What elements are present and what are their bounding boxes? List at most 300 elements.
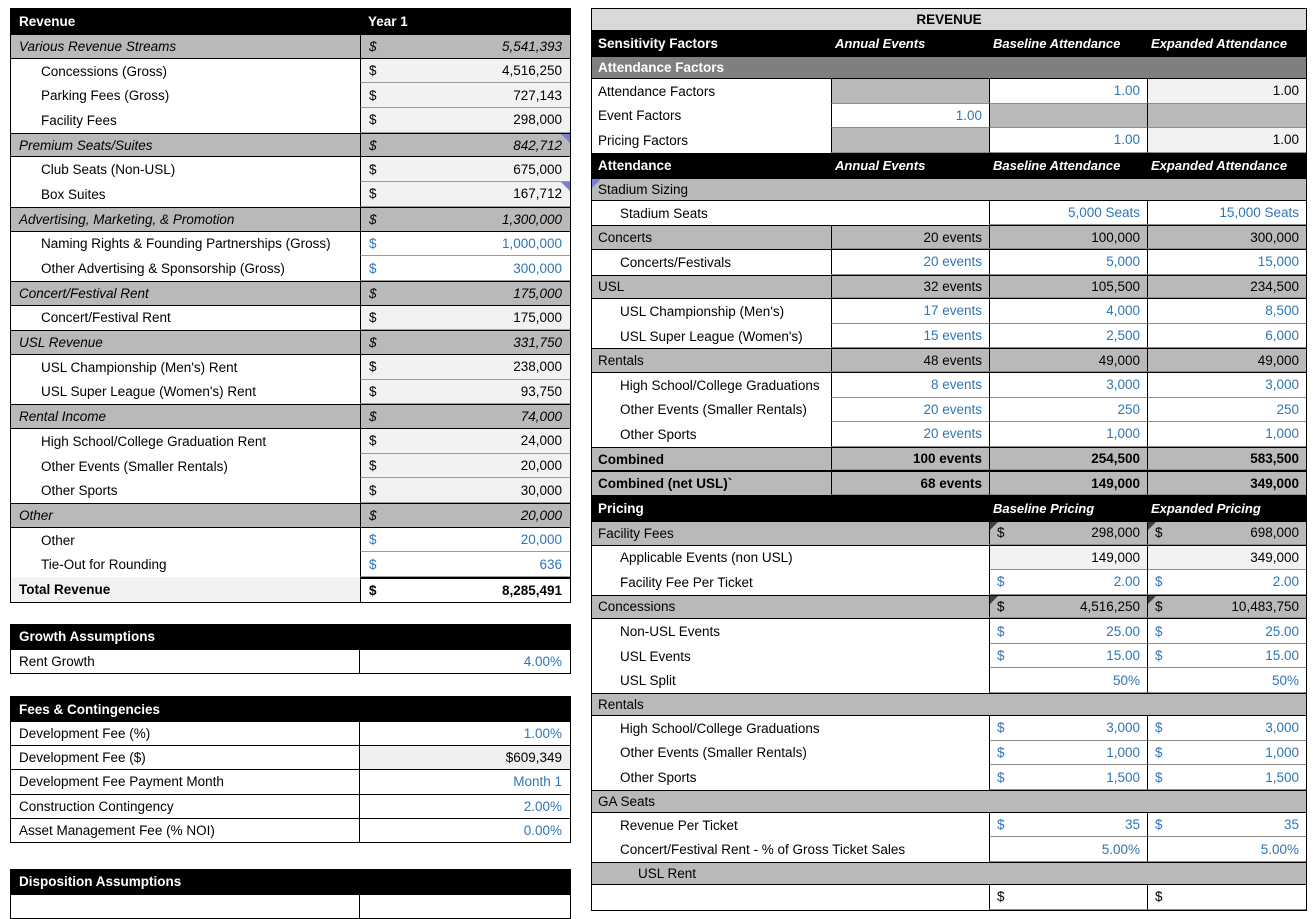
cell-value[interactable] <box>989 668 1147 693</box>
currency-symbol: $ <box>369 482 377 498</box>
group-row <box>592 595 1306 620</box>
row-label[interactable]: Development Fee Payment Month <box>11 770 360 793</box>
amount: 1,000 <box>1106 426 1140 442</box>
currency-symbol: $ <box>1155 648 1163 664</box>
row-label[interactable]: USL Events <box>592 644 989 669</box>
amount: 35 <box>1124 817 1140 833</box>
row-label[interactable]: Box Suites <box>11 182 360 207</box>
row-label[interactable]: USL Super League (Women's) <box>592 324 831 349</box>
cell-value[interactable] <box>989 472 1147 495</box>
cell-value[interactable] <box>831 299 989 324</box>
cell-value[interactable] <box>360 282 570 305</box>
section-header[interactable]: Fees & Contingencies <box>11 697 570 721</box>
amount: 100,000 <box>1091 229 1140 245</box>
cell-value[interactable] <box>989 128 1147 153</box>
revenue-row <box>11 281 570 306</box>
row-label[interactable]: High School/College Graduation Rent <box>11 429 360 454</box>
cell-value[interactable] <box>360 552 570 577</box>
cell-value[interactable] <box>1147 644 1306 669</box>
row-label[interactable]: Facility Fee Per Ticket <box>592 570 989 595</box>
amount: 298,000 <box>1091 525 1140 541</box>
row-label[interactable]: USL Super League (Women's) Rent <box>11 380 360 405</box>
currency-symbol: $ <box>369 137 377 153</box>
cell-value[interactable] <box>831 472 989 495</box>
amount: 250 <box>1276 401 1299 417</box>
row-label[interactable]: Event Factors <box>592 104 831 129</box>
amount: 8 events <box>930 377 982 393</box>
cell-value[interactable] <box>1147 619 1306 644</box>
row-label[interactable]: Non-USL Events <box>592 619 989 644</box>
row-label[interactable]: Concessions (Gross) <box>11 59 360 84</box>
cell-value[interactable]: 0.00% <box>360 819 570 842</box>
cell-value[interactable] <box>360 182 570 207</box>
amount: 1,000 <box>1265 426 1299 442</box>
amount: 4,516,250 <box>501 63 562 79</box>
row-label[interactable]: Total Revenue <box>11 577 360 602</box>
revenue-row <box>11 59 570 84</box>
assumption-row <box>11 649 570 673</box>
data-row <box>592 398 1306 423</box>
row-label[interactable]: Other Sports <box>592 765 989 790</box>
cell-value[interactable] <box>831 448 989 471</box>
cell-value[interactable] <box>360 83 570 108</box>
row-label[interactable]: Concerts <box>592 226 831 249</box>
currency-symbol: $ <box>369 556 377 572</box>
row-label[interactable]: High School/College Graduations <box>592 373 831 398</box>
currency-symbol: $ <box>369 260 377 276</box>
row-label[interactable]: Combined (net USL)` <box>592 472 831 495</box>
cell-value[interactable] <box>1147 448 1306 471</box>
cell-value[interactable] <box>989 546 1147 571</box>
cell-value[interactable] <box>989 422 1147 447</box>
cell-value[interactable] <box>831 79 989 104</box>
cell-value[interactable] <box>1147 299 1306 324</box>
amount: 298,000 <box>513 112 562 128</box>
data-row <box>592 546 1306 571</box>
cell-value[interactable] <box>1147 596 1306 619</box>
cell-value[interactable] <box>989 398 1147 423</box>
cell-value[interactable] <box>989 570 1147 595</box>
cell-value[interactable] <box>1147 201 1306 226</box>
cell-value[interactable] <box>989 276 1147 299</box>
cell-value[interactable] <box>989 837 1147 862</box>
amount: 1.00 <box>1272 132 1299 148</box>
section-header[interactable]: Growth Assumptions <box>11 625 570 649</box>
revenue-header-label[interactable]: Revenue <box>19 14 76 29</box>
assumption-row <box>11 721 570 745</box>
cell-value[interactable] <box>360 429 570 454</box>
revenue-row <box>11 133 570 158</box>
cell-value[interactable] <box>989 813 1147 838</box>
cell-value[interactable] <box>1147 324 1306 349</box>
amount: 842,712 <box>513 137 562 153</box>
subsection-band[interactable] <box>592 862 1306 885</box>
cell-value[interactable] <box>989 741 1147 766</box>
group-row <box>592 471 1306 496</box>
row-label[interactable]: Concerts/Festivals <box>592 250 831 275</box>
amount: 25.00 <box>1106 623 1140 639</box>
group-row <box>592 348 1306 373</box>
amount: 250 <box>1117 401 1140 417</box>
data-row <box>592 813 1306 838</box>
comment-marker-icon <box>561 134 570 143</box>
currency-symbol: $ <box>369 161 377 177</box>
row-label[interactable]: Various Revenue Streams <box>19 38 177 54</box>
row-label[interactable]: Other <box>11 528 360 553</box>
block-disposition <box>10 869 571 919</box>
amount: 20,000 <box>520 532 562 548</box>
cell-value[interactable] <box>989 226 1147 249</box>
column-header: Baseline Attendance <box>993 157 1121 173</box>
column-header-row[interactable] <box>592 496 1306 521</box>
row-label[interactable]: Concessions <box>592 596 989 619</box>
row-label[interactable]: Other Sports <box>592 422 831 447</box>
cell-value[interactable] <box>360 35 570 58</box>
row-label[interactable]: Other Events (Smaller Rentals) <box>11 454 360 479</box>
amount: 49,000 <box>1098 352 1140 368</box>
cell-value[interactable] <box>360 232 570 257</box>
cell-value[interactable] <box>989 619 1147 644</box>
currency-symbol: $ <box>369 309 377 325</box>
cell-value[interactable] <box>1147 373 1306 398</box>
column-header: Annual Events <box>835 36 926 51</box>
group-row <box>592 225 1306 250</box>
year-1-column-header[interactable]: Year 1 <box>368 14 408 29</box>
amount: 15 events <box>923 328 982 344</box>
column-header: Baseline Pricing <box>993 500 1095 516</box>
band-label: Attendance Factors <box>598 60 725 75</box>
currency-symbol: $ <box>997 720 1005 736</box>
revenue-row <box>11 355 570 380</box>
row-label[interactable]: Other Advertising & Sponsorship (Gross) <box>11 256 360 281</box>
row-label[interactable]: Other Events (Smaller Rentals) <box>592 398 831 423</box>
amount: 1.00 <box>1113 83 1140 99</box>
cell-value[interactable] <box>989 644 1147 669</box>
amount: 5,000 <box>1106 254 1140 270</box>
row-label[interactable] <box>11 895 360 918</box>
data-row <box>592 104 1306 129</box>
cell-value[interactable] <box>360 208 570 231</box>
amount: 3,000 <box>1265 720 1299 736</box>
data-row <box>592 765 1306 790</box>
column-header: Expanded Attendance <box>1151 36 1288 51</box>
cell-value[interactable] <box>831 373 989 398</box>
revenue-row <box>11 552 570 577</box>
amount: 175,000 <box>513 309 562 325</box>
cell-value[interactable] <box>1147 250 1306 275</box>
cell-value[interactable] <box>831 104 989 129</box>
cell-value[interactable] <box>831 276 989 299</box>
cell-value[interactable] <box>360 577 570 602</box>
group-row <box>592 521 1306 546</box>
data-row <box>592 885 1306 910</box>
amount: 300,000 <box>513 260 562 276</box>
cell-value[interactable] <box>360 157 570 182</box>
cell-value[interactable] <box>360 405 570 428</box>
amount: 583,500 <box>1250 451 1299 467</box>
cell-value[interactable] <box>360 134 570 157</box>
revenue-row <box>11 182 570 207</box>
amount: 1,300,000 <box>501 211 562 227</box>
row-label[interactable]: Club Seats (Non-USL) <box>11 157 360 182</box>
currency-symbol: $ <box>1155 817 1163 833</box>
column-header-row[interactable] <box>592 31 1306 56</box>
cell-value[interactable] <box>1147 522 1306 545</box>
cell-value[interactable] <box>989 299 1147 324</box>
row-label[interactable] <box>592 885 989 910</box>
row-label[interactable]: Rentals <box>592 349 831 372</box>
amount: 349,000 <box>1250 549 1299 565</box>
cell-value[interactable] <box>989 885 1147 910</box>
cell-value[interactable]: 4.00% <box>360 650 570 673</box>
cell-value[interactable] <box>360 504 570 527</box>
assumption-row <box>11 894 570 918</box>
row-label[interactable]: Facility Fees <box>11 108 360 133</box>
cell-value[interactable] <box>1147 104 1306 129</box>
subsection-band[interactable] <box>592 790 1306 813</box>
amount: 3,000 <box>1265 377 1299 393</box>
comment-marker-icon <box>592 179 601 188</box>
data-row <box>592 716 1306 741</box>
column-header-row[interactable] <box>592 153 1306 178</box>
amount: 20 events <box>923 401 982 417</box>
cell-value[interactable] <box>1147 885 1306 910</box>
row-label[interactable]: USL Revenue <box>19 335 103 351</box>
data-row <box>592 324 1306 349</box>
assumption-row <box>11 794 570 818</box>
cell-value[interactable] <box>1147 813 1306 838</box>
row-label[interactable]: Advertising, Marketing, & Promotion <box>19 211 235 227</box>
cell-value[interactable] <box>1147 837 1306 862</box>
row-label[interactable]: Other <box>19 507 53 523</box>
currency-symbol: $ <box>1155 720 1163 736</box>
left-panel <box>10 8 571 919</box>
revenue-row <box>11 157 570 182</box>
cell-value[interactable] <box>1147 668 1306 693</box>
cell-value[interactable] <box>989 250 1147 275</box>
amount: 727,143 <box>513 87 562 103</box>
amount: 238,000 <box>513 359 562 375</box>
row-label[interactable]: Other Events (Smaller Rentals) <box>592 741 989 766</box>
cell-value[interactable] <box>360 380 570 405</box>
subsection-band[interactable] <box>592 693 1306 716</box>
cell-value[interactable] <box>360 108 570 133</box>
row-label[interactable]: Tie-Out for Rounding <box>11 552 360 577</box>
amount: 20 events <box>923 254 982 270</box>
row-label[interactable]: Applicable Events (non USL) <box>592 546 989 571</box>
data-row <box>592 837 1306 862</box>
subsection-band[interactable] <box>592 56 1306 79</box>
cell-value[interactable]: Month 1 <box>360 770 570 793</box>
row-label[interactable]: USL Split <box>592 668 989 693</box>
revenue-row <box>11 83 570 108</box>
cell-value[interactable] <box>831 226 989 249</box>
cell-value[interactable] <box>989 79 1147 104</box>
row-label[interactable]: Rental Income <box>19 409 107 425</box>
cell-value[interactable] <box>989 716 1147 741</box>
currency-symbol: $ <box>369 582 377 598</box>
row-label[interactable]: Revenue Per Ticket <box>592 813 989 838</box>
amount: 636 <box>539 556 562 572</box>
cell-value[interactable] <box>1147 765 1306 790</box>
row-label[interactable]: USL <box>592 276 831 299</box>
cell-value[interactable] <box>1147 349 1306 372</box>
cell-value[interactable] <box>989 522 1147 545</box>
row-label[interactable]: High School/College Graduations <box>592 716 989 741</box>
currency-symbol: $ <box>997 525 1005 541</box>
cell-value[interactable] <box>360 528 570 553</box>
data-row <box>592 422 1306 447</box>
subsection-band[interactable] <box>592 178 1306 201</box>
cell-value[interactable] <box>1147 570 1306 595</box>
cell-value[interactable] <box>1147 546 1306 571</box>
amount: 15.00 <box>1106 648 1140 664</box>
data-row <box>592 373 1306 398</box>
amount: 2,500 <box>1106 328 1140 344</box>
currency-symbol: $ <box>369 285 377 301</box>
cell-value[interactable] <box>360 478 570 503</box>
cell-value[interactable] <box>360 306 570 331</box>
currency-symbol: $ <box>369 38 377 54</box>
cell-value[interactable]: 2.00% <box>360 795 570 818</box>
cell-value[interactable] <box>989 104 1147 129</box>
amount: 234,500 <box>1250 278 1299 294</box>
row-label[interactable]: USL Championship (Men's) <box>592 299 831 324</box>
cell-value[interactable] <box>360 331 570 354</box>
cell-value[interactable] <box>1147 472 1306 495</box>
amount: 10,483,750 <box>1231 598 1299 614</box>
cell-value[interactable] <box>360 59 570 84</box>
cell-value[interactable] <box>989 201 1147 226</box>
cell-value[interactable] <box>1147 398 1306 423</box>
amount: 5,000 Seats <box>1067 205 1140 221</box>
amount: 1,500 <box>1106 769 1140 785</box>
cell-value[interactable] <box>831 324 989 349</box>
cell-value[interactable] <box>989 596 1147 619</box>
amount: 105,500 <box>1091 278 1140 294</box>
revenue-row <box>11 330 570 355</box>
section-header[interactable]: Disposition Assumptions <box>11 870 570 894</box>
row-label[interactable]: Rent Growth <box>11 650 360 673</box>
amount: 48 events <box>923 352 982 368</box>
cell-value[interactable] <box>1147 276 1306 299</box>
row-label[interactable]: Development Fee (%) <box>11 722 360 745</box>
comment-marker-icon <box>561 182 570 191</box>
row-label[interactable]: Concert/Festival Rent <box>11 306 360 331</box>
cell-value[interactable] <box>360 355 570 380</box>
revenue-row <box>11 306 570 331</box>
amount: 4,516,250 <box>1079 598 1140 614</box>
amount: 68 events <box>920 475 982 491</box>
cell-value[interactable]: $609,349 <box>360 746 570 769</box>
currency-symbol: $ <box>369 409 377 425</box>
currency-symbol: $ <box>369 458 377 474</box>
amount: 5.00% <box>1260 841 1299 857</box>
cell-value[interactable] <box>989 324 1147 349</box>
revenue-table-header[interactable] <box>11 9 570 34</box>
row-label[interactable]: Facility Fees <box>592 522 989 545</box>
section-header-label: Sensitivity Factors <box>598 36 719 51</box>
amount: 331,750 <box>513 335 562 351</box>
row-label[interactable]: Development Fee ($) <box>11 746 360 769</box>
currency-symbol: $ <box>997 648 1005 664</box>
band-label: Rentals <box>598 697 644 713</box>
cell-value[interactable]: 1.00% <box>360 722 570 745</box>
row-label[interactable]: Stadium Seats <box>592 201 989 226</box>
column-header: Baseline Attendance <box>993 36 1121 51</box>
revenue-row <box>11 207 570 232</box>
amount: 254,500 <box>1091 451 1140 467</box>
cell-value[interactable] <box>989 373 1147 398</box>
revenue-row <box>11 577 570 602</box>
amount: 6,000 <box>1265 328 1299 344</box>
row-label[interactable]: Attendance Factors <box>592 79 831 104</box>
revenue-rows <box>11 34 570 602</box>
cell-value[interactable] <box>831 250 989 275</box>
amount: 93,750 <box>520 383 562 399</box>
cell-value[interactable] <box>989 765 1147 790</box>
row-label[interactable]: Concert/Festival Rent - % of Gross Ticket Sales <box>592 837 989 862</box>
cell-value[interactable] <box>360 454 570 479</box>
cell-value[interactable] <box>1147 716 1306 741</box>
row-label[interactable]: USL Championship (Men's) Rent <box>11 355 360 380</box>
band-label: GA Seats <box>598 793 656 809</box>
currency-symbol: $ <box>369 87 377 103</box>
currency-symbol: $ <box>369 532 377 548</box>
cell-value[interactable] <box>831 349 989 372</box>
assumption-row <box>11 769 570 793</box>
data-row <box>592 619 1306 644</box>
data-row <box>592 201 1306 226</box>
cell-value[interactable] <box>831 128 989 153</box>
cell-value[interactable] <box>360 256 570 281</box>
cell-value[interactable] <box>360 895 570 918</box>
amount: 20 events <box>923 426 982 442</box>
currency-symbol: $ <box>1155 525 1163 541</box>
amount: 3,000 <box>1106 377 1140 393</box>
trace-marker-icon <box>990 596 998 604</box>
row-label[interactable]: Asset Management Fee (% NOI) <box>11 819 360 842</box>
row-label[interactable]: Premium Seats/Suites <box>19 137 153 153</box>
group-row <box>592 447 1306 472</box>
cell-value[interactable] <box>1147 79 1306 104</box>
cell-value[interactable] <box>1147 226 1306 249</box>
amount: 8,500 <box>1265 303 1299 319</box>
trace-marker-icon <box>990 522 998 530</box>
currency-symbol: $ <box>1155 598 1163 614</box>
cell-value[interactable] <box>989 349 1147 372</box>
cell-value[interactable] <box>989 448 1147 471</box>
amount: 74,000 <box>520 409 562 425</box>
row-label[interactable]: Other Sports <box>11 478 360 503</box>
currency-symbol: $ <box>369 63 377 79</box>
cell-value[interactable] <box>1147 741 1306 766</box>
section-header-label: Attendance <box>598 157 672 173</box>
row-label[interactable]: Construction Contingency <box>11 795 360 818</box>
cell-value[interactable] <box>831 422 989 447</box>
row-label[interactable]: Naming Rights & Founding Partnerships (Gross) <box>11 232 360 257</box>
cell-value[interactable] <box>1147 128 1306 153</box>
currency-symbol: $ <box>1155 623 1163 639</box>
row-label[interactable]: Pricing Factors <box>592 128 831 153</box>
amount: 149,000 <box>1091 549 1140 565</box>
revenue-row <box>11 503 570 528</box>
cell-value[interactable] <box>1147 422 1306 447</box>
row-label[interactable]: Combined <box>592 448 831 471</box>
cell-value[interactable] <box>831 398 989 423</box>
row-label[interactable]: Concert/Festival Rent <box>19 285 149 301</box>
row-label[interactable]: Parking Fees (Gross) <box>11 83 360 108</box>
